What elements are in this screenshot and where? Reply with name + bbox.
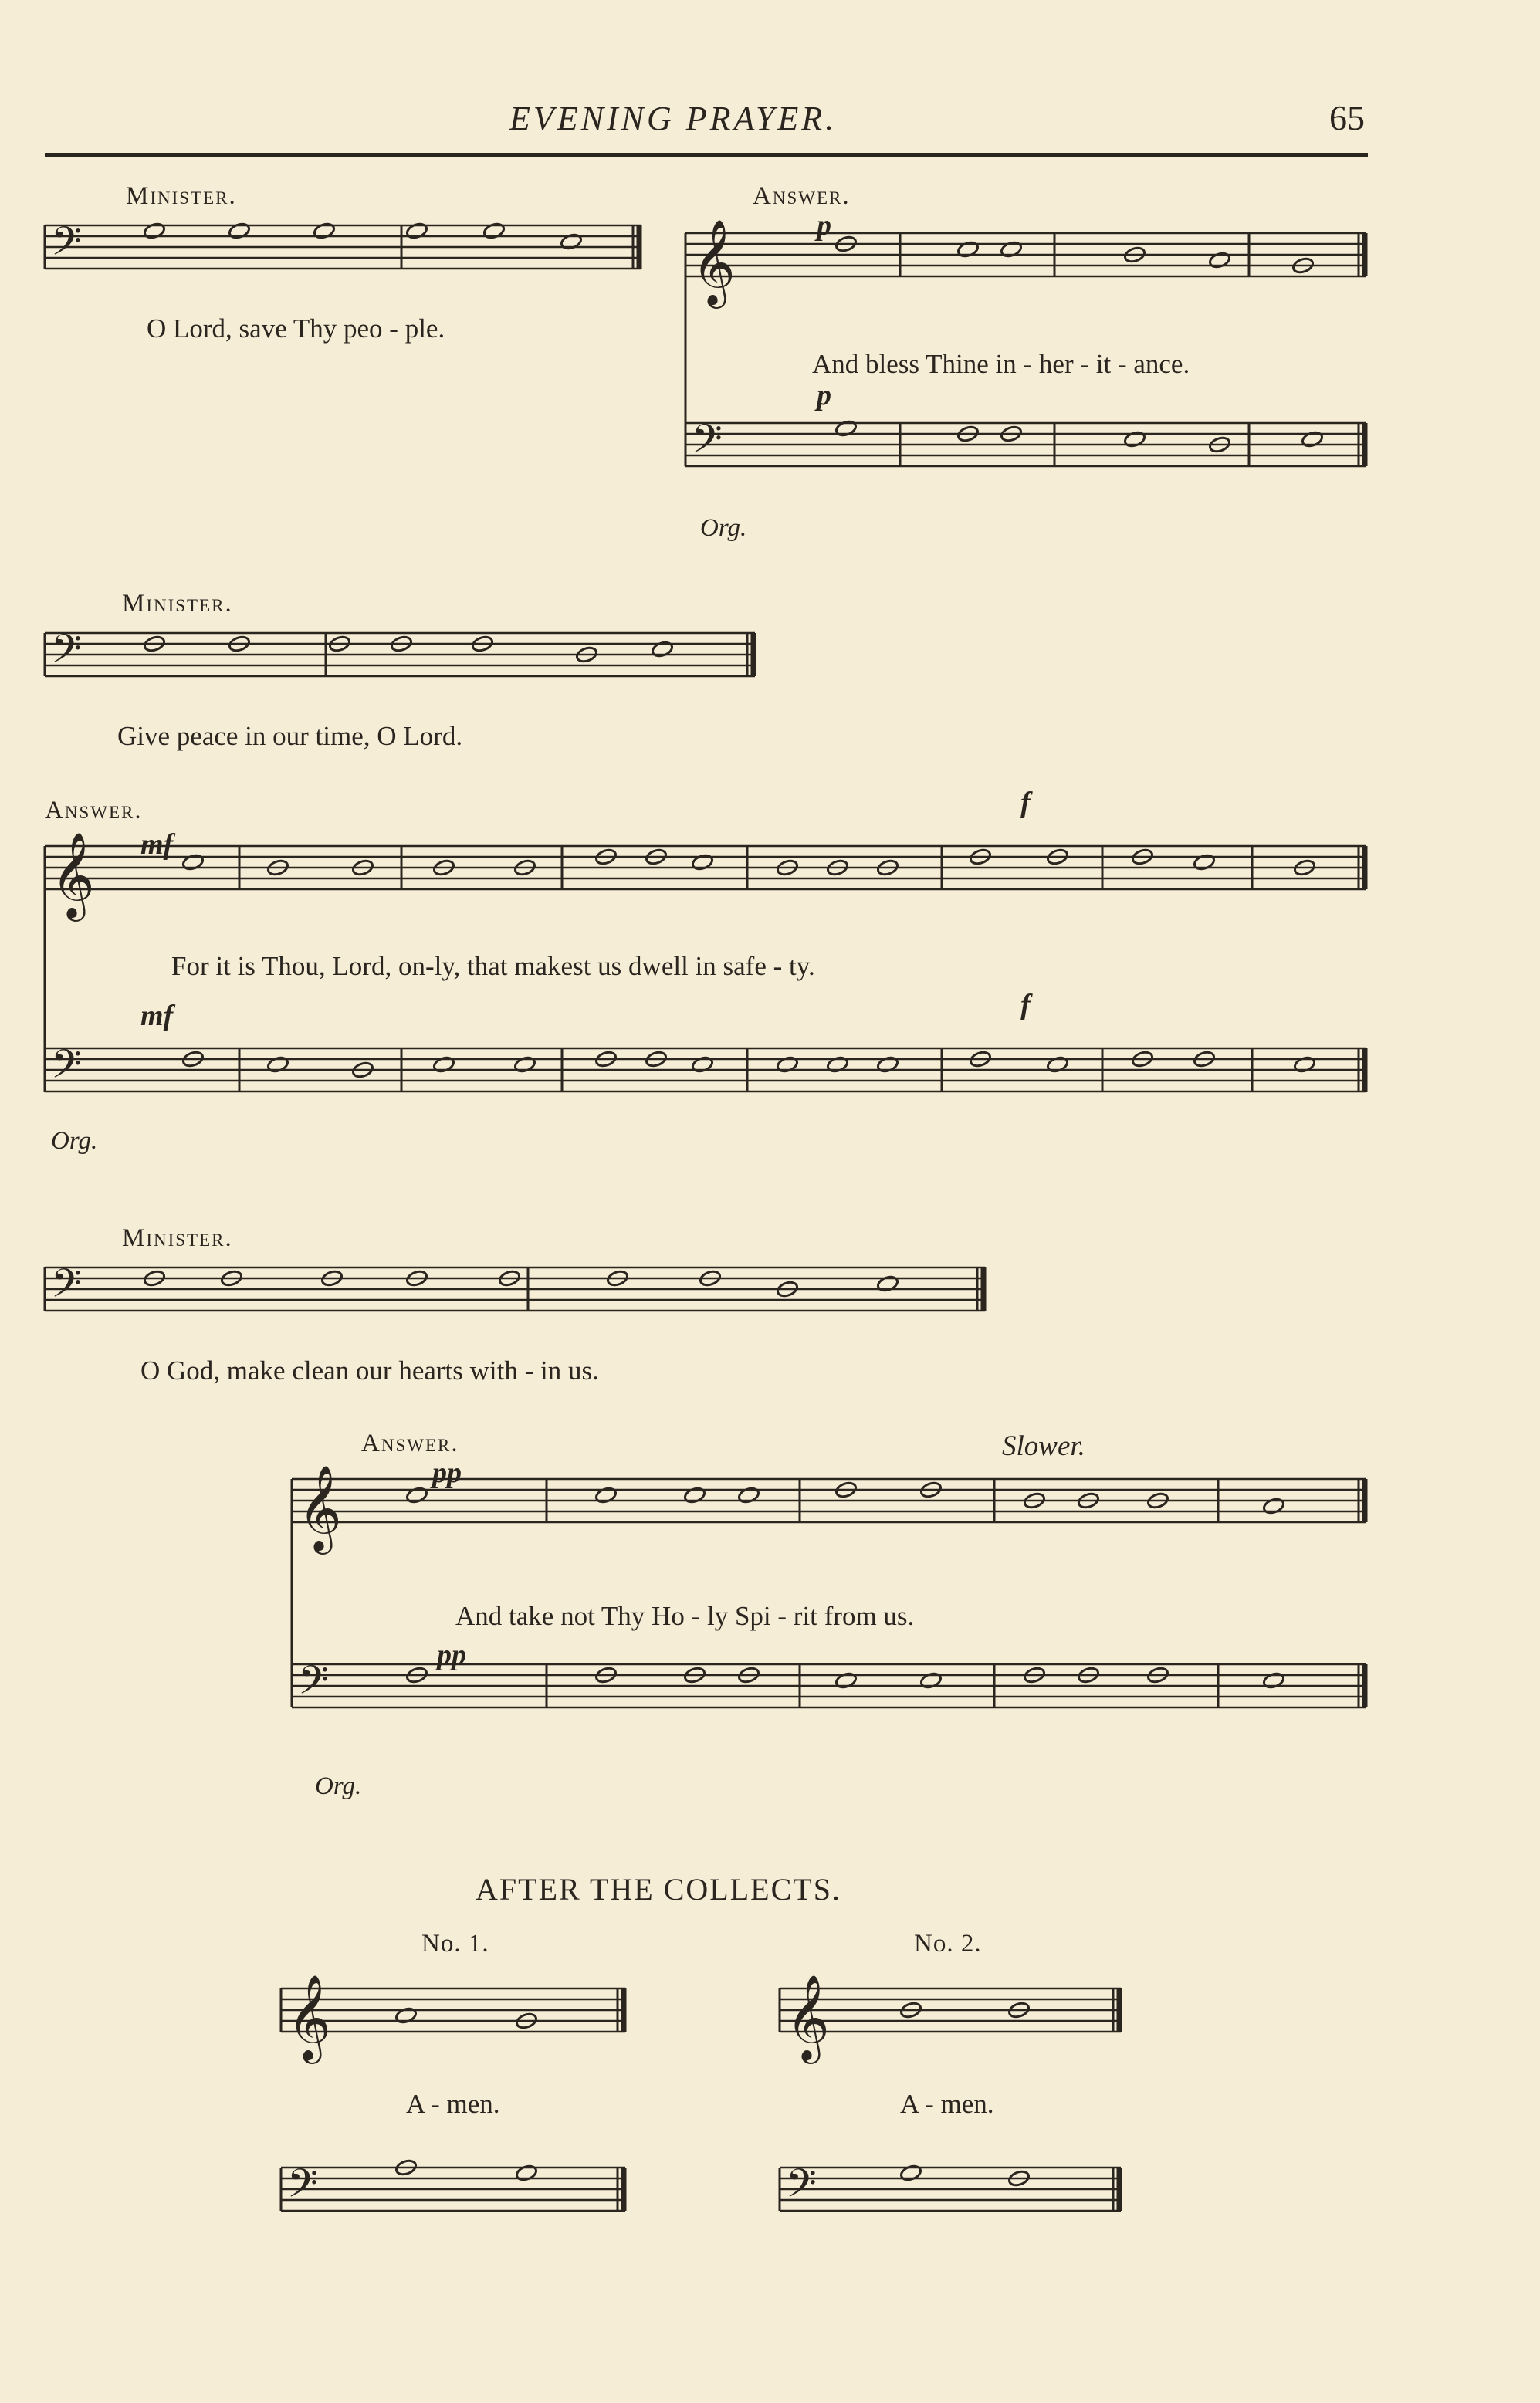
bass-clef-icon: 𝄢 bbox=[51, 218, 82, 274]
note-head bbox=[405, 1486, 428, 1504]
bass-clef-icon: 𝄢 bbox=[51, 1260, 82, 1316]
note-head bbox=[899, 2164, 922, 2182]
minister-notes-3 bbox=[143, 1269, 899, 1298]
section-title-after-collects: AFTER THE COLLECTS. bbox=[476, 1872, 841, 1907]
dynamic-f-voice: f bbox=[1020, 787, 1031, 819]
dynamic-p-1: p bbox=[817, 209, 831, 242]
treble-clef-icon: 𝄞 bbox=[298, 1464, 342, 1551]
note-head bbox=[394, 2006, 418, 2025]
bass-clef-icon: 𝄢 bbox=[287, 2160, 318, 2216]
note-head bbox=[405, 222, 428, 240]
note-head bbox=[876, 1055, 899, 1074]
bass-clef-icon: 𝄢 bbox=[786, 2160, 817, 2216]
dynamic-pp-voice: pp bbox=[432, 1457, 462, 1489]
minister-label-1: Minister. bbox=[126, 182, 237, 210]
note-head bbox=[1123, 430, 1146, 448]
amen-number-2: No. 2. bbox=[914, 1930, 982, 1958]
page-header-title: EVENING PRAYER. bbox=[509, 100, 838, 137]
note-head bbox=[513, 1055, 536, 1074]
note-head bbox=[1293, 1055, 1316, 1074]
note-head bbox=[826, 1055, 849, 1074]
answer-label-2: Answer. bbox=[45, 797, 143, 824]
dynamic-mf-voice: mf bbox=[140, 828, 174, 861]
tempo-marking: Slower. bbox=[1002, 1430, 1085, 1462]
dynamic-pp-organ: pp bbox=[437, 1639, 466, 1671]
note-head bbox=[651, 640, 674, 658]
answer-text-1: And bless Thine in - her - it - ance. bbox=[812, 349, 1190, 379]
organ-label-1: Org. bbox=[700, 514, 747, 542]
note-head bbox=[515, 2164, 538, 2182]
note-head bbox=[228, 222, 251, 240]
bass-clef-icon: 𝄢 bbox=[51, 625, 82, 682]
amen-text-1: A - men. bbox=[406, 2089, 500, 2119]
note-head bbox=[1208, 251, 1231, 269]
note-head bbox=[919, 1671, 943, 1690]
note-head bbox=[560, 232, 583, 251]
note-head bbox=[834, 1671, 858, 1690]
answer-label-1: Answer. bbox=[753, 182, 851, 210]
minister-label-2: Minister. bbox=[122, 590, 233, 618]
minister-staff-3 bbox=[45, 1267, 985, 1311]
amen-organ-staff-2 bbox=[780, 2168, 1121, 2211]
bass-clef-icon: 𝄢 bbox=[692, 415, 723, 472]
treble-clef-icon: 𝄞 bbox=[786, 1974, 830, 2060]
note-head bbox=[181, 853, 205, 872]
amen-voice-staff-1 bbox=[281, 1988, 625, 2032]
amen-text-2: A - men. bbox=[900, 2089, 994, 2119]
note-head bbox=[266, 1055, 289, 1074]
note-head bbox=[683, 1486, 706, 1504]
note-head bbox=[876, 1274, 899, 1293]
note-head bbox=[956, 240, 980, 259]
treble-clef-icon: 𝄞 bbox=[692, 218, 736, 305]
minister-staff-1 bbox=[45, 225, 641, 269]
dynamic-mf-organ: mf bbox=[140, 1000, 174, 1032]
note-head bbox=[776, 1055, 799, 1074]
minister-text-3: O God, make clean our hearts with - in us. bbox=[140, 1355, 599, 1386]
amen-organ-staff-1 bbox=[281, 2168, 625, 2211]
bass-clef-icon: 𝄢 bbox=[51, 1041, 82, 1097]
treble-clef-icon: 𝄞 bbox=[287, 1974, 331, 2060]
note-head bbox=[1193, 853, 1216, 872]
treble-clef-icon: 𝄞 bbox=[51, 831, 95, 918]
amen-number-1: No. 1. bbox=[421, 1930, 489, 1958]
note-head bbox=[482, 222, 506, 240]
answer-label-3: Answer. bbox=[361, 1430, 459, 1457]
note-head bbox=[1262, 1671, 1285, 1690]
answer-voice-notes-2 bbox=[181, 848, 1316, 877]
note-head bbox=[313, 222, 336, 240]
note-head bbox=[834, 419, 858, 438]
dynamic-p-organ-1: p bbox=[817, 379, 831, 411]
page-number: 65 bbox=[1329, 98, 1365, 137]
amen-voice-staff-2 bbox=[780, 1988, 1121, 2032]
answer-voice-staff-1 bbox=[685, 233, 1366, 276]
note-head bbox=[1262, 1497, 1285, 1515]
note-head bbox=[143, 222, 166, 240]
organ-label-3: Org. bbox=[315, 1772, 362, 1800]
note-head bbox=[691, 1055, 714, 1074]
note-head bbox=[594, 1486, 618, 1504]
answer-text-3: And take not Thy Ho - ly Spi - rit from us. bbox=[455, 1601, 915, 1631]
organ-label-2: Org. bbox=[51, 1127, 98, 1155]
minister-text-2: Give peace in our time, O Lord. bbox=[117, 721, 463, 751]
note-head bbox=[1046, 1055, 1069, 1074]
answer-organ-notes-2 bbox=[181, 1050, 1316, 1079]
note-head bbox=[691, 853, 714, 872]
note-head bbox=[1000, 240, 1023, 259]
note-head bbox=[737, 1486, 760, 1504]
answer-organ-staff-1 bbox=[685, 423, 1366, 466]
note-head bbox=[432, 1055, 455, 1074]
bass-clef-icon: 𝄢 bbox=[298, 1657, 329, 1713]
answer-voice-notes-3 bbox=[405, 1481, 1285, 1515]
minister-text-1: O Lord, save Thy peo - ple. bbox=[147, 313, 445, 344]
minister-label-3: Minister. bbox=[122, 1224, 233, 1252]
note-head bbox=[1301, 430, 1324, 448]
answer-organ-notes-1 bbox=[834, 419, 1324, 454]
answer-text-2: For it is Thou, Lord, on-ly, that makest us dwell in safe - ty. bbox=[171, 951, 815, 981]
minister-notes-2 bbox=[143, 635, 674, 664]
dynamic-f-organ: f bbox=[1020, 989, 1031, 1021]
